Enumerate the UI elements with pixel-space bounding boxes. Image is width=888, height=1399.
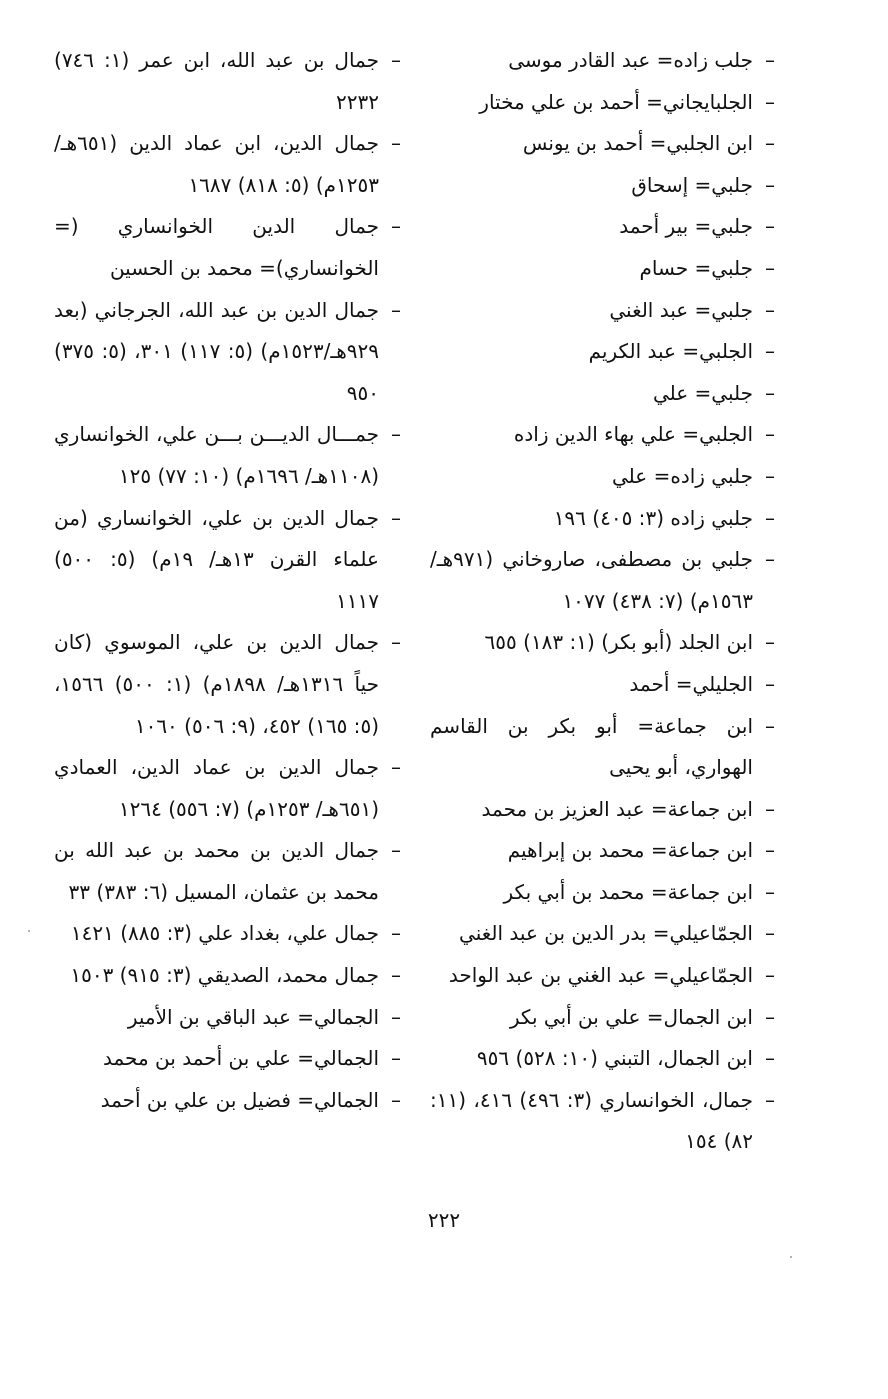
index-entry: [54, 1038, 401, 1080]
entry-text: جمال الدين الخوانساري (= الخوانساري)= محمد بن الحسين: [54, 214, 379, 280]
index-entry: [430, 1038, 775, 1080]
entry-text: جمال الدين بن علي، الخوانساري (من علماء القرن ١٣هـ/ ١٩م) (٥: ٥٠٠) ١١١٧: [54, 505, 379, 613]
scan-speck: [28, 930, 30, 932]
entry-text: جلبي= عبد الغني: [609, 297, 753, 322]
index-entry: [430, 373, 775, 415]
entry-dash: –: [765, 1004, 775, 1029]
entry-dash: –: [765, 713, 775, 738]
entry-dash: –: [765, 380, 775, 405]
index-entry: [430, 997, 775, 1039]
scan-speck: [790, 1256, 792, 1258]
entry-text: جمال علي، بغداد علي (٣: ٨٨٥) ١٤٢١: [70, 921, 379, 946]
entry-text: ابن الجلد (أبو بكر) (١: ١٨٣) ٦٥٥: [484, 630, 753, 655]
entry-dash: –: [391, 838, 401, 863]
index-entry: [54, 1080, 401, 1122]
entry-dash: –: [765, 921, 775, 946]
entry-text: ابن الجمال، التبني (١٠: ٥٢٨) ٩٥٦: [476, 1046, 753, 1071]
entry-text: الجليلي= أحمد: [629, 671, 753, 696]
entry-dash: –: [765, 963, 775, 988]
entry-dash: –: [765, 505, 775, 530]
index-entry: [54, 622, 401, 747]
entry-dash: –: [391, 48, 401, 72]
entry-text: ابن جماعة= عبد العزيز بن محمد: [481, 796, 753, 821]
index-entry: [54, 206, 401, 289]
index-entry: [54, 955, 401, 997]
index-entry: [430, 498, 775, 540]
page-number: ٢٢٢: [427, 1208, 461, 1232]
index-entry: [430, 165, 775, 207]
entry-dash: –: [391, 755, 401, 780]
index-column-left: [54, 40, 401, 1121]
entry-text: جمال محمد، الصديقي (٣: ٩١٥) ١٥٠٣: [70, 963, 379, 988]
entry-text: الجمالي= عبد الباقي بن الأمير: [127, 1004, 379, 1029]
entry-dash: –: [765, 547, 775, 572]
entry-dash: –: [765, 131, 775, 156]
index-entry: [430, 622, 775, 664]
index-entry: [54, 913, 401, 955]
entry-text: ابن جماعة= محمد بن أبي بكر: [503, 879, 753, 904]
index-entry: [430, 414, 775, 456]
entry-dash: –: [391, 505, 401, 530]
entry-dash: –: [765, 671, 775, 696]
entry-dash: –: [391, 1046, 401, 1071]
entry-text: جمال، الخوانساري (٣: ٤٩٦) ٤١٦، (١١: ٨٢) ١٥٤: [430, 1087, 753, 1154]
entry-dash: –: [765, 255, 775, 280]
index-entry: [430, 206, 775, 248]
entry-text: ابن الجمال= علي بن أبي بكر: [509, 1004, 753, 1029]
entry-text: الجمالي= فضيل بن علي بن أحمد: [100, 1087, 379, 1112]
index-entry: [430, 830, 775, 872]
index-entry: [54, 498, 401, 623]
entry-dash: –: [391, 214, 401, 239]
index-entry: [430, 331, 775, 373]
entry-dash: –: [391, 297, 401, 322]
index-entry: [54, 290, 401, 415]
entry-dash: –: [391, 131, 401, 156]
entry-dash: –: [765, 48, 775, 72]
entry-text: جلبي بن مصطفى، صاروخاني (٩٧١هـ/ ١٥٦٣م) (٧: ٤٣٨) ١٠٧٧: [430, 547, 753, 613]
index-entry: [430, 913, 775, 955]
index-entry: [430, 664, 775, 706]
index-entry: [430, 706, 775, 789]
index-entry: [54, 40, 401, 123]
entry-text: جمال الدين، ابن عماد الدين (٦٥١هـ/ ١٢٥٣م) (٥: ٨١٨) ١٦٨٧: [54, 131, 379, 197]
entry-dash: –: [765, 297, 775, 322]
entry-text: جمال الدين بن عماد الدين، العمادي (٦٥١هـ/ ١٢٥٣م) (٧: ٥٥٦) ١٢٦٤: [54, 755, 379, 821]
entry-dash: –: [391, 921, 401, 946]
index-entry: [430, 82, 775, 124]
entry-text: الجلبايجاني= أحمد بن علي مختار: [479, 89, 753, 114]
entry-text: جلبي= بير أحمد: [619, 214, 753, 239]
entry-text: جلبي= إسحاق: [631, 172, 753, 197]
index-entry: [430, 955, 775, 997]
index-entry: [430, 123, 775, 165]
entry-dash: –: [765, 463, 775, 488]
entry-dash: –: [391, 422, 401, 447]
index-entry: [54, 997, 401, 1039]
index-entry: [54, 830, 401, 913]
entry-dash: –: [391, 1087, 401, 1112]
entry-text: جمال الدين بن محمد بن عبد الله بن محمد بن عثمان، المسيل (٦: ٣٨٣) ٣٣: [54, 838, 379, 904]
index-entry: [54, 414, 401, 497]
entry-text: ابن جماعة= محمد بن إبراهيم: [507, 838, 753, 863]
entry-dash: –: [765, 1087, 775, 1112]
entry-text: الجلبي= علي بهاء الدين زاده: [513, 422, 753, 447]
entry-text: ابن الجلبي= أحمد بن يونس: [522, 131, 753, 156]
entry-text: الجمّاعيلي= بدر الدين بن عبد الغني: [459, 921, 753, 946]
entry-text: جلبي= حسام: [639, 255, 753, 280]
entry-dash: –: [765, 89, 775, 114]
entry-text: الجمالي= علي بن أحمد بن محمد: [103, 1046, 379, 1071]
entry-dash: –: [391, 1004, 401, 1029]
entry-dash: –: [765, 879, 775, 904]
entry-text: جلب زاده= عبد القادر موسى: [508, 48, 753, 72]
entry-text: جلبي زاده (٣: ٤٠٥) ١٩٦: [553, 505, 753, 530]
index-entry: [430, 539, 775, 622]
entry-text: جمـــال الديـــن بـــن علي، الخوانساري (١١٠٨هـ/ ١٦٩٦م) (١٠: ٧٧) ١٢٥: [54, 422, 379, 488]
entry-dash: –: [765, 630, 775, 655]
entry-text: جمال بن عبد الله، ابن عمر (١: ٧٤٦) ٢٢٣٢: [54, 48, 379, 114]
entry-dash: –: [765, 796, 775, 821]
entry-dash: –: [765, 838, 775, 863]
index-column-right: [430, 40, 775, 1163]
entry-dash: –: [765, 422, 775, 447]
entry-text: جمال الدين بن علي، الموسوي (كان حياً ١٣١٦هـ/ ١٨٩٨م) (١: ٥٠٠) ١٥٦٦، (٥: ١٦٥) ٤٥٢، (٩: ٥٠٦) ١٠٦٠: [54, 630, 379, 738]
index-entry: [430, 248, 775, 290]
index-entry: [430, 789, 775, 831]
index-entry: [430, 40, 775, 82]
entry-text: جلبي= علي: [652, 380, 753, 405]
index-entry: [430, 1080, 775, 1163]
entry-dash: –: [391, 963, 401, 988]
entry-text: ابن جماعة= أبو بكر بن القاسم الهواري، أبو يحيى: [430, 713, 753, 780]
index-entry: [430, 872, 775, 914]
index-entry: [430, 290, 775, 332]
entry-dash: –: [765, 1046, 775, 1071]
entry-text: الجمّاعيلي= عبد الغني بن عبد الواحد: [448, 963, 753, 988]
entry-dash: –: [765, 339, 775, 364]
entry-text: الجلبي= عبد الكريم: [588, 339, 753, 364]
entry-dash: –: [391, 630, 401, 655]
entry-text: جلبي زاده= علي: [612, 463, 753, 488]
entry-text: جمال الدين بن عبد الله، الجرجاني (بعد ٩٢٩هـ/١٥٢٣م) (٥: ١١٧) ٣٠١، (٥: ٣٧٥) ٩٥٠: [54, 297, 379, 405]
entry-dash: –: [765, 214, 775, 239]
index-entry: [54, 747, 401, 830]
entry-dash: –: [765, 172, 775, 197]
index-entry: [54, 123, 401, 206]
index-entry: [430, 456, 775, 498]
